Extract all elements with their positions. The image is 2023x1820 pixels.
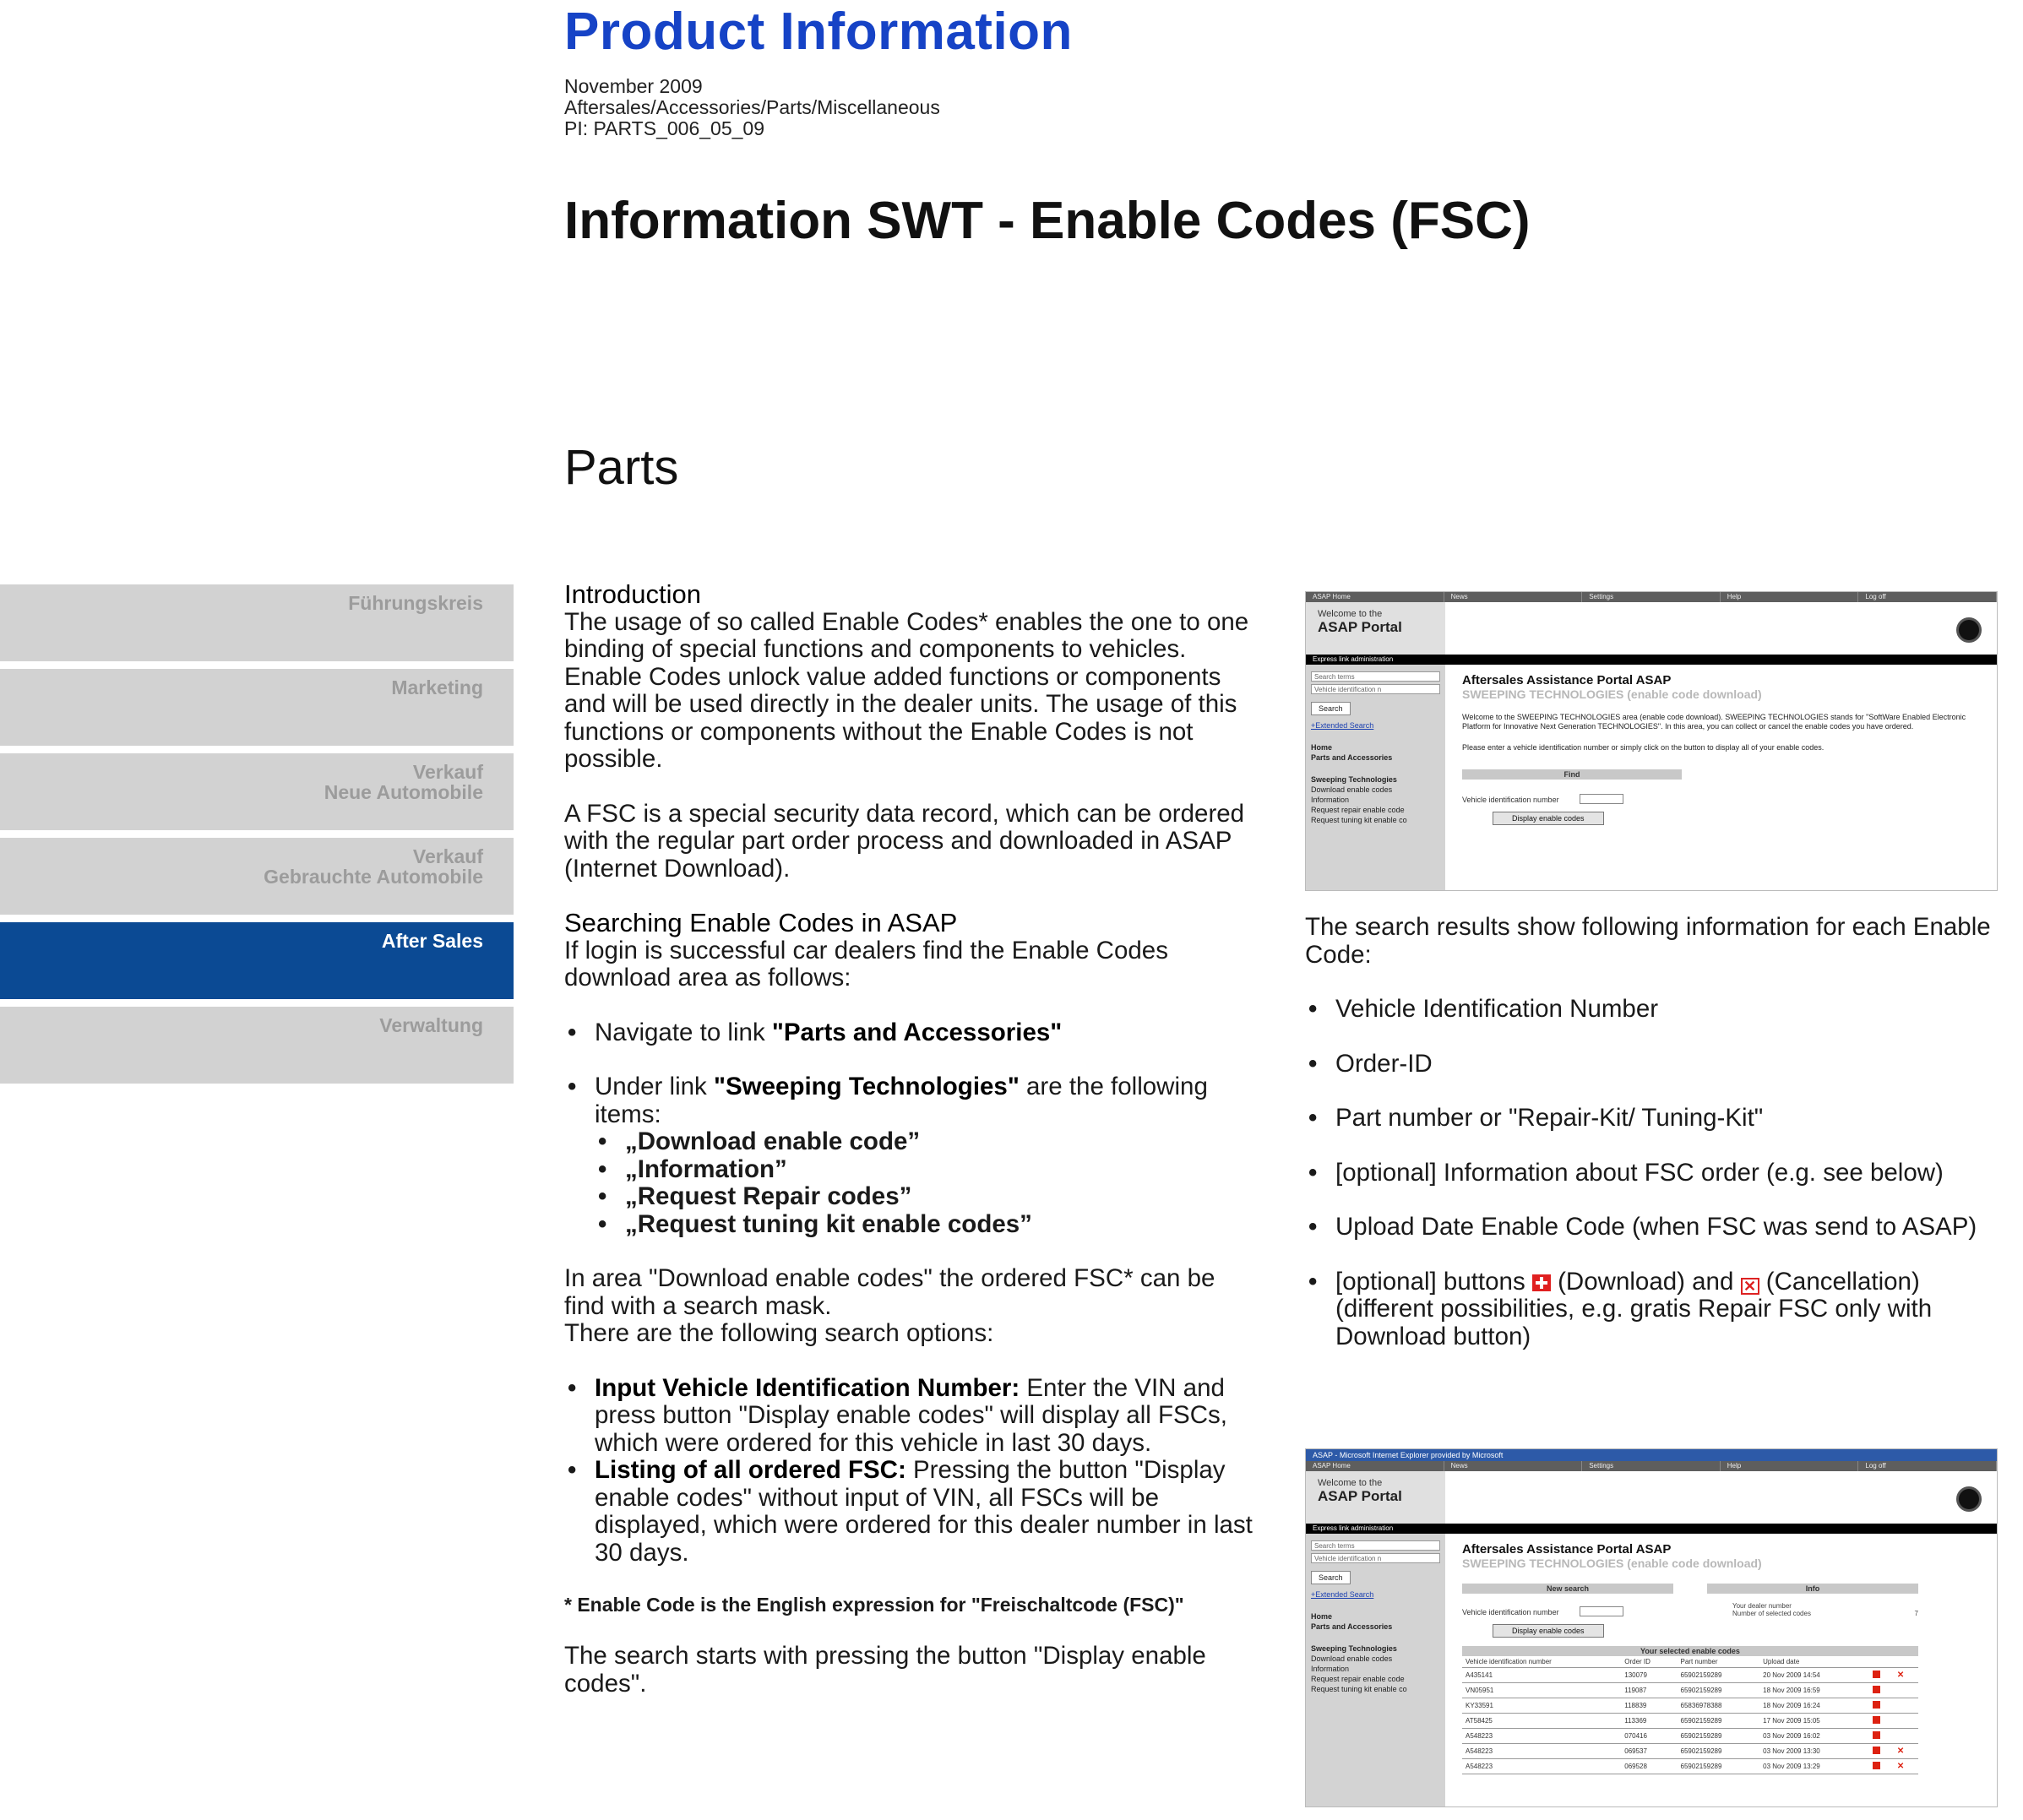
search-terms-input[interactable]: Search terms (1311, 671, 1440, 682)
list-item: • Part number or "Repair-Kit/ Tuning-Kit" (1305, 1105, 2006, 1133)
menu-item[interactable]: Help (1721, 592, 1859, 602)
table-row: A548223 069537 65902159289 03 Nov 2009 13:30 ✕ (1462, 1744, 1918, 1759)
sidebar-link[interactable]: Download enable codes (1311, 1654, 1393, 1663)
extended-search-link[interactable]: +Extended Search (1311, 721, 1374, 730)
brand-logo-icon (1956, 1486, 1982, 1512)
portal-sidebar (1306, 1534, 1445, 1807)
left-column (564, 581, 1257, 1725)
sidebar-link[interactable]: Request repair enable code (1311, 806, 1405, 814)
nav-item-after-sales[interactable] (0, 922, 514, 999)
brand-title: Product Information (564, 3, 1073, 61)
download-icon[interactable] (1873, 1671, 1880, 1678)
extended-search-link[interactable]: +Extended Search (1311, 1590, 1374, 1599)
nav-item-label: Marketing (391, 676, 483, 698)
table-row: KY33591 118839 65836978388 18 Nov 2009 16:24 (1462, 1698, 1918, 1714)
list-item: • Vehicle Identification Number (1305, 996, 2006, 1024)
list-item: • „Download enable code” (595, 1128, 1257, 1156)
portal-menu (1306, 592, 1997, 602)
menu-item[interactable]: News (1444, 592, 1583, 602)
menu-item[interactable]: Log off (1858, 1461, 1997, 1471)
cancel-icon[interactable]: ✕ (1896, 1762, 1905, 1771)
menu-item[interactable]: ASAP Home (1306, 592, 1444, 602)
right-column (1305, 914, 2006, 1377)
column-header: Upload date (1759, 1656, 1869, 1668)
selected-codes-label: Number of selected codes (1732, 1610, 1811, 1617)
document-date: November 2009 (564, 75, 703, 97)
portal-welcome (1306, 1471, 1445, 1524)
nav-item-verkauf-gebrauchte[interactable] (0, 838, 514, 915)
portal-menu (1306, 1461, 1997, 1471)
search-options-list (564, 1375, 1257, 1567)
browser-title-bar: ASAP - Microsoft Internet Explorer provided by Microsoft (1306, 1449, 1997, 1461)
list-item: • Listing of all ordered FSC: Pressing the button "Display enable codes" without input of VIN, all FSCs will be displayed, which were ordered for this dealer number in last 30 days. (564, 1457, 1257, 1567)
portal-header (1306, 602, 1997, 655)
express-link-bar[interactable]: Express link administration (1306, 1524, 1997, 1534)
introduction-heading: Introduction (564, 579, 701, 609)
menu-item[interactable]: ASAP Home (1306, 1461, 1444, 1471)
nav-item-label: Verkauf (412, 761, 483, 783)
sidebar-link[interactable]: Request tuning kit enable co (1311, 816, 1407, 824)
menu-item[interactable]: Help (1721, 1461, 1859, 1471)
menu-item[interactable]: Settings (1582, 592, 1721, 602)
vin-input[interactable]: Vehicle identification n (1311, 1553, 1440, 1563)
portal-name: ASAP Portal (1318, 619, 1402, 635)
nav-item-verkauf-neue[interactable] (0, 753, 514, 830)
menu-item[interactable]: Log off (1858, 592, 1997, 602)
portal-title: Aftersales Assistance Portal ASAP (1462, 1542, 1672, 1557)
portal-name: ASAP Portal (1318, 1488, 1402, 1504)
portal-main (1462, 1534, 1987, 1774)
search-area-text: In area "Download enable codes" the ordered FSC* can be find with a search mask. There are the following search options: (564, 1264, 1215, 1347)
search-button[interactable]: Search (1311, 1571, 1351, 1584)
enable-codes-table (1462, 1656, 1918, 1774)
download-icon[interactable] (1873, 1701, 1880, 1709)
download-icon[interactable] (1873, 1716, 1880, 1724)
cancel-icon[interactable]: ✕ (1896, 1747, 1905, 1756)
document-id: PI: PARTS_006_05_09 (564, 117, 764, 139)
find-bar: Find (1462, 769, 1682, 780)
list-item: • „Information” (595, 1156, 1257, 1184)
list-item: • Order-ID (1305, 1051, 2006, 1078)
table-row: AT58425 113369 65902159289 17 Nov 2009 15:05 (1462, 1714, 1918, 1729)
list-item: • Input Vehicle Identification Number: Enter the VIN and press button "Display enable codes" will display all FSCs, which were ordered for this vehicle in last 30 days. (564, 1375, 1257, 1458)
portal-body (1306, 665, 1997, 891)
download-icon[interactable] (1873, 1731, 1880, 1739)
search-button[interactable]: Search (1311, 702, 1351, 715)
vin-field[interactable] (1580, 1606, 1623, 1616)
cancel-icon[interactable]: ✕ (1896, 1671, 1905, 1680)
vin-input[interactable]: Vehicle identification n (1311, 684, 1440, 694)
asap-portal-screenshot-start (1305, 591, 1998, 891)
welcome-text: Welcome to the (1318, 1478, 1383, 1488)
search-terms-input[interactable]: Search terms (1311, 1540, 1440, 1551)
home-link[interactable]: Home (1311, 1612, 1333, 1621)
download-icon[interactable] (1873, 1762, 1880, 1769)
closing-text: The search starts with pressing the button "Display enable codes". (564, 1642, 1206, 1698)
list-item: • Upload Date Enable Code (when FSC was send to ASAP) (1305, 1214, 2006, 1241)
info-bar: Info (1707, 1584, 1918, 1594)
search-lead: If login is successful car dealers find the Enable Codes download area as follows: (564, 936, 1168, 991)
nav-item-label: After Sales (381, 930, 483, 952)
nav-item-label: Verwaltung (379, 1014, 483, 1036)
list-item: • „Request Repair codes” (595, 1183, 1257, 1211)
sidebar-link[interactable]: Information (1311, 796, 1350, 804)
column-header: Vehicle identification number (1462, 1656, 1621, 1668)
results-info-list (1305, 996, 2006, 1350)
portal-subtitle: SWEEPING TECHNOLOGIES (enable code download) (1462, 687, 1762, 701)
parts-link[interactable]: Parts and Accessories (1311, 753, 1393, 762)
list-item: • [optional] buttons (Download) and ✕ (Cancellation) (different possibilities, e.g. gratis Repair FSC only with Download button) (1305, 1269, 2006, 1351)
portal-welcome (1306, 602, 1445, 655)
nav-item-fuehrungskreis[interactable] (0, 584, 514, 661)
column-header: Order ID (1621, 1656, 1677, 1668)
brand-logo-icon (1956, 617, 1982, 643)
section-title: Parts (564, 440, 679, 495)
menu-item[interactable]: News (1444, 1461, 1583, 1471)
express-link-bar[interactable]: Express link administration (1306, 655, 1997, 665)
display-enable-codes-button[interactable]: Display enable codes (1493, 812, 1604, 825)
column-header: Part number (1678, 1656, 1760, 1668)
introduction-text: The usage of so called Enable Codes* enables the one to one binding of special functions and components to vehicles. Enable Codes unlock value added functions or components and will be used directly in the dealer units. The usage of this functions or components without the Enable Codes is not possible. (564, 607, 1249, 773)
vin-field[interactable] (1580, 794, 1623, 804)
welcome-text: Welcome to the (1318, 609, 1383, 619)
sidebar-link[interactable]: Request tuning kit enable co (1311, 1685, 1407, 1693)
nav-item-marketing[interactable] (0, 669, 514, 746)
download-icon (1532, 1274, 1551, 1291)
nav-item-verwaltung[interactable] (0, 1007, 514, 1084)
portal-main (1462, 665, 1987, 825)
portal-welcome-text: Welcome to the SWEEPING TECHNOLOGIES area (enable code download). SWEEPING TECHNOLOGIES stands for "SoftWare Enabled Electronic Platform for Innovative Next Generation TECHNOLOGIES". In this area, you can collect or cancel the enable codes you have ordered. (1462, 713, 1966, 731)
sidebar-link[interactable]: Download enable codes (1311, 785, 1393, 794)
list-item: • Navigate to link "Parts and Accessories" (564, 1019, 1257, 1047)
portal-sidebar (1306, 665, 1445, 891)
document-meta (564, 76, 940, 139)
selected-codes-count: 7 (1914, 1610, 1918, 1617)
portal-title: Aftersales Assistance Portal ASAP (1462, 673, 1672, 687)
sweeping-link[interactable]: Sweeping Technologies (1311, 775, 1397, 784)
list-item: • „Request tuning kit enable codes” (595, 1211, 1257, 1239)
sidebar-link[interactable]: Request repair enable code (1311, 1675, 1405, 1683)
list-item: • [optional] Information about FSC order (e.g. see below) (1305, 1160, 2006, 1187)
sweeping-items-list (595, 1128, 1257, 1238)
search-heading: Searching Enable Codes in ASAP (564, 908, 958, 937)
table-row: VN05951 119087 65902159289 18 Nov 2009 16:59 (1462, 1683, 1918, 1698)
portal-subtitle: SWEEPING TECHNOLOGIES (enable code download) (1462, 1557, 1762, 1570)
portal-header (1306, 1471, 1997, 1524)
table-row: A548223 069528 65902159289 03 Nov 2009 13:29 ✕ (1462, 1759, 1918, 1774)
vin-label: Vehicle identification number (1462, 1608, 1559, 1616)
menu-item[interactable]: Settings (1582, 1461, 1721, 1471)
document-category: Aftersales/Accessories/Parts/Miscellaneous (564, 96, 940, 118)
parts-link[interactable]: Parts and Accessories (1311, 1622, 1393, 1631)
list-item: • Under link "Sweeping Technologies" are the following items: • „Download enable code” • „Information” • „Request Repair codes” • „Request tuning kit enable codes” (564, 1073, 1257, 1238)
document-title: Information SWT - Enable Codes (FSC) (564, 192, 1531, 250)
results-lead: The search results show following information for each Enable Code: (1305, 913, 1991, 969)
nav-item-label: Verkauf (412, 845, 483, 867)
dealer-number-label: Your dealer number (1732, 1602, 1792, 1610)
footnote: * Enable Code is the English expression for "Freischaltcode (FSC)" (564, 1594, 1184, 1616)
nav-item-sublabel: Neue Automobile (324, 781, 483, 803)
cancel-icon: ✕ (1741, 1278, 1759, 1295)
portal-instructions: Please enter a vehicle identification number or simply click on the button to display all of your enable codes. (1462, 743, 1825, 752)
sidebar-link[interactable]: Information (1311, 1665, 1350, 1673)
asap-portal-screenshot-results (1305, 1448, 1998, 1807)
download-icon[interactable] (1873, 1747, 1880, 1754)
display-enable-codes-button[interactable]: Display enable codes (1493, 1624, 1604, 1638)
portal-body (1306, 1534, 1997, 1807)
home-link[interactable]: Home (1311, 743, 1333, 752)
navigation-steps (564, 1019, 1257, 1239)
nav-item-sublabel: Gebrauchte Automobile (264, 866, 483, 888)
download-icon[interactable] (1873, 1686, 1880, 1693)
new-search-bar: New search (1462, 1584, 1673, 1594)
table-row: A548223 070416 65902159289 03 Nov 2009 16:02 (1462, 1729, 1918, 1744)
table-header-row (1462, 1656, 1918, 1668)
fsc-definition-text: A FSC is a special security data record, which can be ordered with the regular part order process and downloaded in ASAP (Internet Download). (564, 799, 1245, 883)
nav-item-label: Führungskreis (348, 592, 483, 614)
department-nav (0, 584, 514, 1091)
table-row: A435141 130079 65902159289 20 Nov 2009 14:54 ✕ (1462, 1668, 1918, 1683)
selected-codes-bar: Your selected enable codes (1462, 1646, 1918, 1656)
sweeping-link[interactable]: Sweeping Technologies (1311, 1644, 1397, 1653)
vin-label: Vehicle identification number (1462, 796, 1559, 804)
